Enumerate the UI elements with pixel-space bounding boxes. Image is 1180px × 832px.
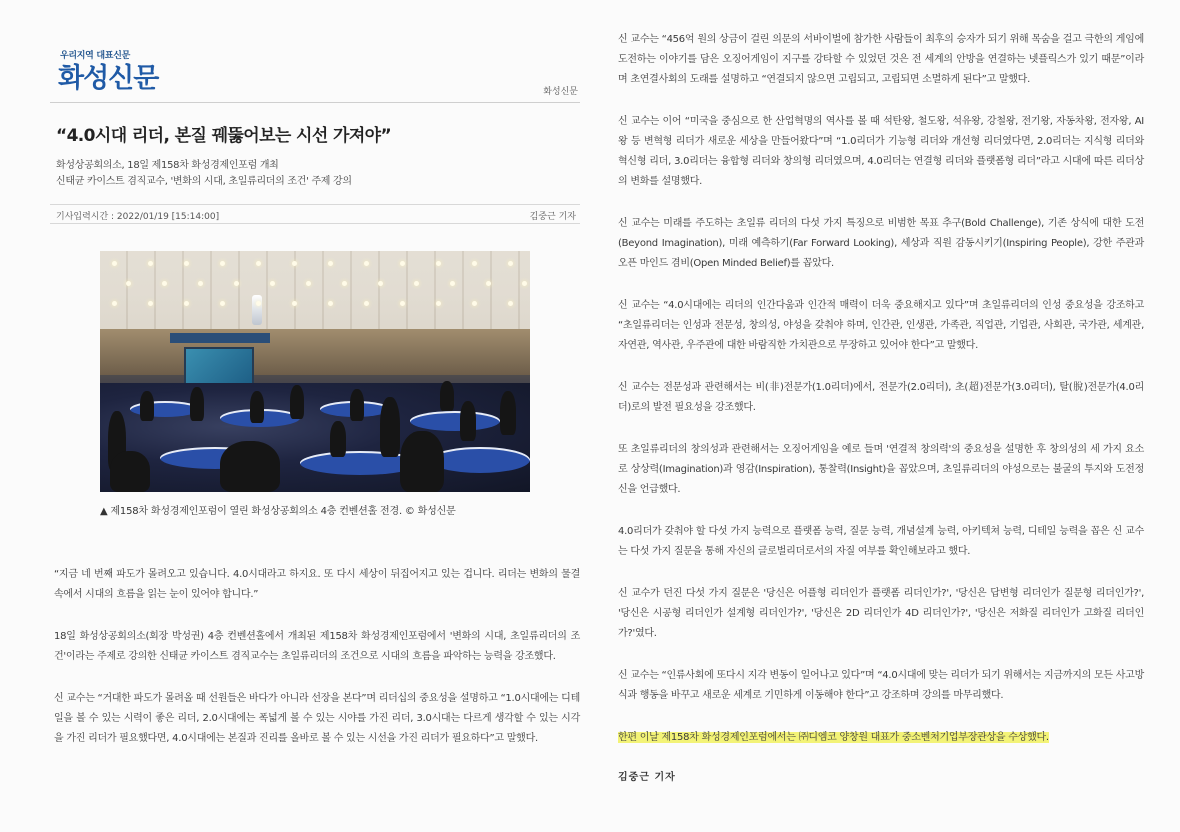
source-label: 화성신문	[543, 87, 578, 97]
article-body-left	[50, 565, 580, 749]
ceiling-light	[126, 281, 131, 286]
photo-banner	[170, 333, 270, 343]
conference-photo	[100, 251, 530, 492]
ceiling-light	[378, 281, 383, 286]
subhead: 신태균 카이스트 겸직교수, '변화의 시대, 초일류리더의 조건' 주제 강의	[56, 176, 352, 187]
audience-member	[110, 451, 150, 492]
ceiling-light	[198, 281, 203, 286]
ceiling-light	[472, 261, 477, 266]
audience-member	[290, 385, 304, 419]
newspaper-logo: 화성신문	[58, 63, 159, 94]
photo-chandelier	[252, 295, 262, 325]
paragraph: 신 교수는 “456억 원의 상금이 걸린 의문의 서바이벌에 참가한 사람들이 최후의 승자가 되기 위해 목숨을 걸고 극한의 게임에 도전하는 이야기를 담은 오징어게임이 지구를 강타할 수 있었던 것은 전 세계의 안방을 연결하는 넷플릭스가 있기 때문”이라며 초연결사회의 도래를 설명하고 “연결되지 않으면 고립되고, 고립되면 소멸하게 된다”고 말했다.	[618, 34, 1144, 85]
paragraph: 신 교수는 “거대한 파도가 몰려올 때 선원들은 바다가 아니라 선장을 본다”며 리더십의 중요성을 설명하고 “1.0시대에는 디테일을 볼 수 있는 시력이 좋은 리더, 2.0시대에는 폭넓게 볼 수 있는 시야를 가진 리더, 3.0시대는 다르게 생각할 수 있는 시각을 가진 리더가 필요했다면, 4.0시대에는 본질과 진리를 올바로 볼 수 있는 시선을 가진 리더가 필요하다”고 말했다.	[54, 693, 580, 744]
ceiling-light	[342, 281, 347, 286]
ceiling-light	[256, 301, 261, 306]
ceiling-light	[148, 301, 153, 306]
ceiling-light	[364, 301, 369, 306]
ceiling-light	[400, 301, 405, 306]
photo-ceiling	[100, 251, 530, 329]
highlighted-paragraph	[618, 728, 1144, 748]
ceiling-light	[436, 261, 441, 266]
masthead	[50, 40, 580, 102]
masthead-divider	[50, 102, 580, 103]
article-byline: 김중근 기자	[618, 772, 676, 783]
ceiling-light	[364, 261, 369, 266]
audience-member	[500, 391, 516, 435]
paragraph: 18일 화성상공회의소(회장 박성권) 4층 컨벤션홀에서 개최된 제158차 화성경제인포럼에서 '변화의 시대, 초일류리더의 조건'이라는 주제로 강의한 신태균 카이스트 겸직교수는 초일류리더의 조건으로 시대의 흐름을 파악하는 능력을 강조했다.	[54, 631, 580, 662]
highlighted-text: 한편 이날 제158차 화성경제인포럼에서는 ㈜디엠코 양창원 대표가 중소벤처기업부장관상을 수상했다.	[618, 732, 1049, 743]
audience-member	[250, 391, 264, 423]
article-meta	[50, 204, 580, 224]
audience-member	[140, 391, 154, 421]
ceiling-light	[472, 301, 477, 306]
audience-member	[400, 431, 444, 492]
ceiling-light	[184, 301, 189, 306]
ceiling-light	[220, 261, 225, 266]
left-column	[50, 40, 580, 771]
ceiling-light	[270, 281, 275, 286]
ceiling-light	[220, 301, 225, 306]
audience-member	[380, 397, 400, 457]
ceiling-light	[450, 281, 455, 286]
audience-member	[460, 401, 476, 441]
ceiling-light	[486, 281, 491, 286]
ceiling-light	[328, 301, 333, 306]
photo-screen	[184, 347, 254, 385]
audience-member	[330, 421, 346, 457]
article-headline: “4.0시대 리더, 본질 꿰뚫어보는 시선 가져야”	[56, 126, 392, 146]
ceiling-light	[328, 261, 333, 266]
audience-member	[220, 441, 280, 492]
ceiling-light	[256, 261, 261, 266]
round-table	[410, 411, 500, 431]
article-author: 김중근 기자	[529, 212, 576, 222]
ceiling-light	[414, 281, 419, 286]
ceiling-light	[508, 261, 513, 266]
ceiling-light	[148, 261, 153, 266]
article-subheads	[50, 158, 580, 190]
ceiling-light	[400, 261, 405, 266]
article-timestamp: 기사입력시간 : 2022/01/19 [15:14:00]	[56, 212, 220, 222]
ceiling-light	[184, 261, 189, 266]
paragraph: 신 교수는 “4.0시대에는 리더의 인간다움과 인간적 매력이 더욱 중요해지고 있다”며 초일류리더의 인성 중요성을 강조하고 “초일류리더는 인성과 전문성, 창의성, 야성을 갖춰야 하며, 인간관, 인생관, 가족관, 직업관, 기업관, 사회관, 국가관, 세계관, 자연관, 역사관, 우주관에 대한 바람직한 가치관으로 무장하고 있어야 한다”고 말했다.	[618, 300, 1144, 351]
photo-caption: ▲ 제158차 화성경제인포럼이 열린 화성상공회의소 4층 컨벤션홀 전경. © 화성신문	[100, 506, 456, 517]
photo-wall	[100, 329, 530, 375]
ceiling-light	[292, 301, 297, 306]
audience-member	[350, 389, 364, 421]
ceiling-light	[112, 261, 117, 266]
paragraph: 또 초일류리더의 창의성과 관련해서는 오징어게임을 예로 들며 '연결적 창의력'의 중요성을 설명한 후 창의성의 세 가지 요소로 상상력(Imagination)과 영감(Inspiration), 통찰력(Insight)을 꼽았으며, 초일류리더의 야성으로는 불굴의 투지와 도전정신을 언급했다.	[618, 444, 1144, 495]
masthead-tagline: 우리지역 대표신문	[60, 51, 130, 61]
paragraph: 신 교수가 던진 다섯 가지 질문은 '당신은 어플형 리더인가 플랫폼 리더인가?', '당신은 답변형 리더인가 질문형 리더인가?', '당신은 시공형 리더인가 설계형 리더인가?', '당신은 2D 리더인가 4D 리더인가?', '당신은 저화질 리더인가 고화질 리더인가?'였다.	[618, 588, 1144, 639]
ceiling-light	[306, 281, 311, 286]
ceiling-light	[292, 261, 297, 266]
audience-member	[440, 381, 454, 411]
right-column	[618, 30, 1144, 783]
paragraph: 4.0리더가 갖춰야 할 다섯 가지 능력으로 플랫폼 능력, 질문 능력, 개념설계 능력, 아키텍쳐 능력, 디테일 능력을 꼽은 신 교수는 다섯 가지 질문을 통해 자신의 글로벌리더로서의 자질 여부를 확인해보라고 했다.	[618, 526, 1144, 557]
ceiling-light	[162, 281, 167, 286]
ceiling-light	[234, 281, 239, 286]
ceiling-light	[522, 281, 527, 286]
paragraph: 신 교수는 미래를 주도하는 초일류 리더의 다섯 가지 특징으로 비범한 목표 추구(Bold Challenge), 기존 상식에 대한 도전(Beyond Imagination), 미래 예측하기(Far Forward Looking), 세상과 직원 감동시키기(Inspiring People), 강한 주관과 오픈 마인드 겸비(Open Minded Belief)를 꼽았다.	[618, 218, 1144, 269]
paragraph: 신 교수는 “인류사회에 또다시 지각 변동이 일어나고 있다”며 “4.0시대에 맞는 리더가 되기 위해서는 지금까지의 모든 사고방식과 행동을 바꾸고 새로운 세계로 기민하게 이동해야 한다”고 강조하며 강의를 마무리했다.	[618, 670, 1144, 701]
subhead: 화성상공회의소, 18일 제158차 화성경제인포럼 개최	[56, 160, 279, 171]
paragraph: “지금 네 번째 파도가 몰려오고 있습니다. 4.0시대라고 하지요. 또 다시 세상이 뒤집어지고 있는 겁니다. 리더는 변화의 물결 속에서 시대의 흐름을 읽는 눈이 있어야 합니다.”	[54, 569, 580, 600]
paragraph: 신 교수는 이어 “미국을 중심으로 한 산업혁명의 역사를 볼 때 석탄왕, 철도왕, 석유왕, 강철왕, 전기왕, 자동차왕, 전자왕, AI왕 등 변혁형 리더가 새로운 세상을 만들어왔다”며 “1.0리더가 기능형 리더와 개선형 리더였다면, 2.0리더는 지식형 리더와 혁신형 리더, 3.0리더는 융합형 리더와 창의형 리더였으며, 4.0리더는 연결형 리더와 플랫폼형 리더”라고 시대에 따른 리더상의 변화를 설명했다.	[618, 116, 1144, 187]
round-table	[430, 447, 530, 473]
audience-member	[190, 387, 204, 421]
ceiling-light	[436, 301, 441, 306]
ceiling-light	[508, 301, 513, 306]
paragraph: 신 교수는 전문성과 관련해서는 비(非)전문가(1.0리더)에서, 전문가(2.0리더), 초(超)전문가(3.0리더), 탈(脫)전문가(4.0리더)로의 발전 필요성을 강조했다.	[618, 382, 1144, 413]
ceiling-light	[112, 301, 117, 306]
